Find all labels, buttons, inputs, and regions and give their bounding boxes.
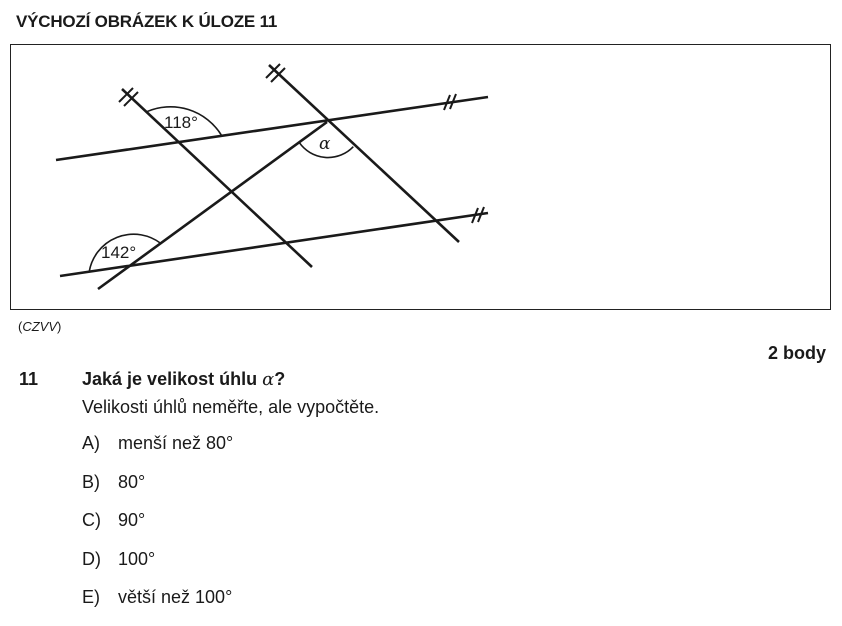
question-text: Jaká je velikost úhlu α?: [82, 369, 286, 390]
angle-label-118: 118°: [164, 113, 198, 132]
geometry-figure: [11, 45, 832, 311]
source-name: CZVV: [22, 319, 58, 334]
line-right-transversal: [269, 65, 459, 242]
instruction-text: Velikosti úhlů neměřte, ale vypočtěte.: [82, 397, 380, 417]
task-number: 11: [19, 369, 39, 389]
option-text: 90°: [118, 510, 146, 530]
line-diagonal: [98, 122, 327, 289]
option-text: 80°: [118, 471, 146, 492]
angle-label-alpha: α: [319, 134, 331, 154]
option-letter: C): [82, 510, 101, 530]
line-left-transversal: [122, 89, 312, 267]
angle-label-142: 142°: [101, 243, 137, 262]
option-letter: B): [82, 471, 100, 492]
source-attribution: (CZVV): [18, 319, 62, 334]
page-heading: VÝCHOZÍ OBRÁZEK K ÚLOZE 11: [16, 12, 278, 31]
tick-marks-transversals: [119, 64, 285, 106]
tick-marks-parallels: [444, 94, 484, 223]
option-letter: E): [82, 587, 100, 607]
option-letter: D): [82, 548, 101, 569]
option-text: menší než 80°: [118, 433, 234, 453]
option-text: větší než 100°: [118, 587, 233, 607]
line-top-parallel: [56, 97, 488, 160]
question-alpha: α: [262, 369, 275, 390]
points-label: 2 body: [767, 343, 826, 363]
option-text: 100°: [118, 548, 156, 569]
option-letter: A): [82, 433, 100, 453]
figure-frame: [10, 44, 831, 310]
